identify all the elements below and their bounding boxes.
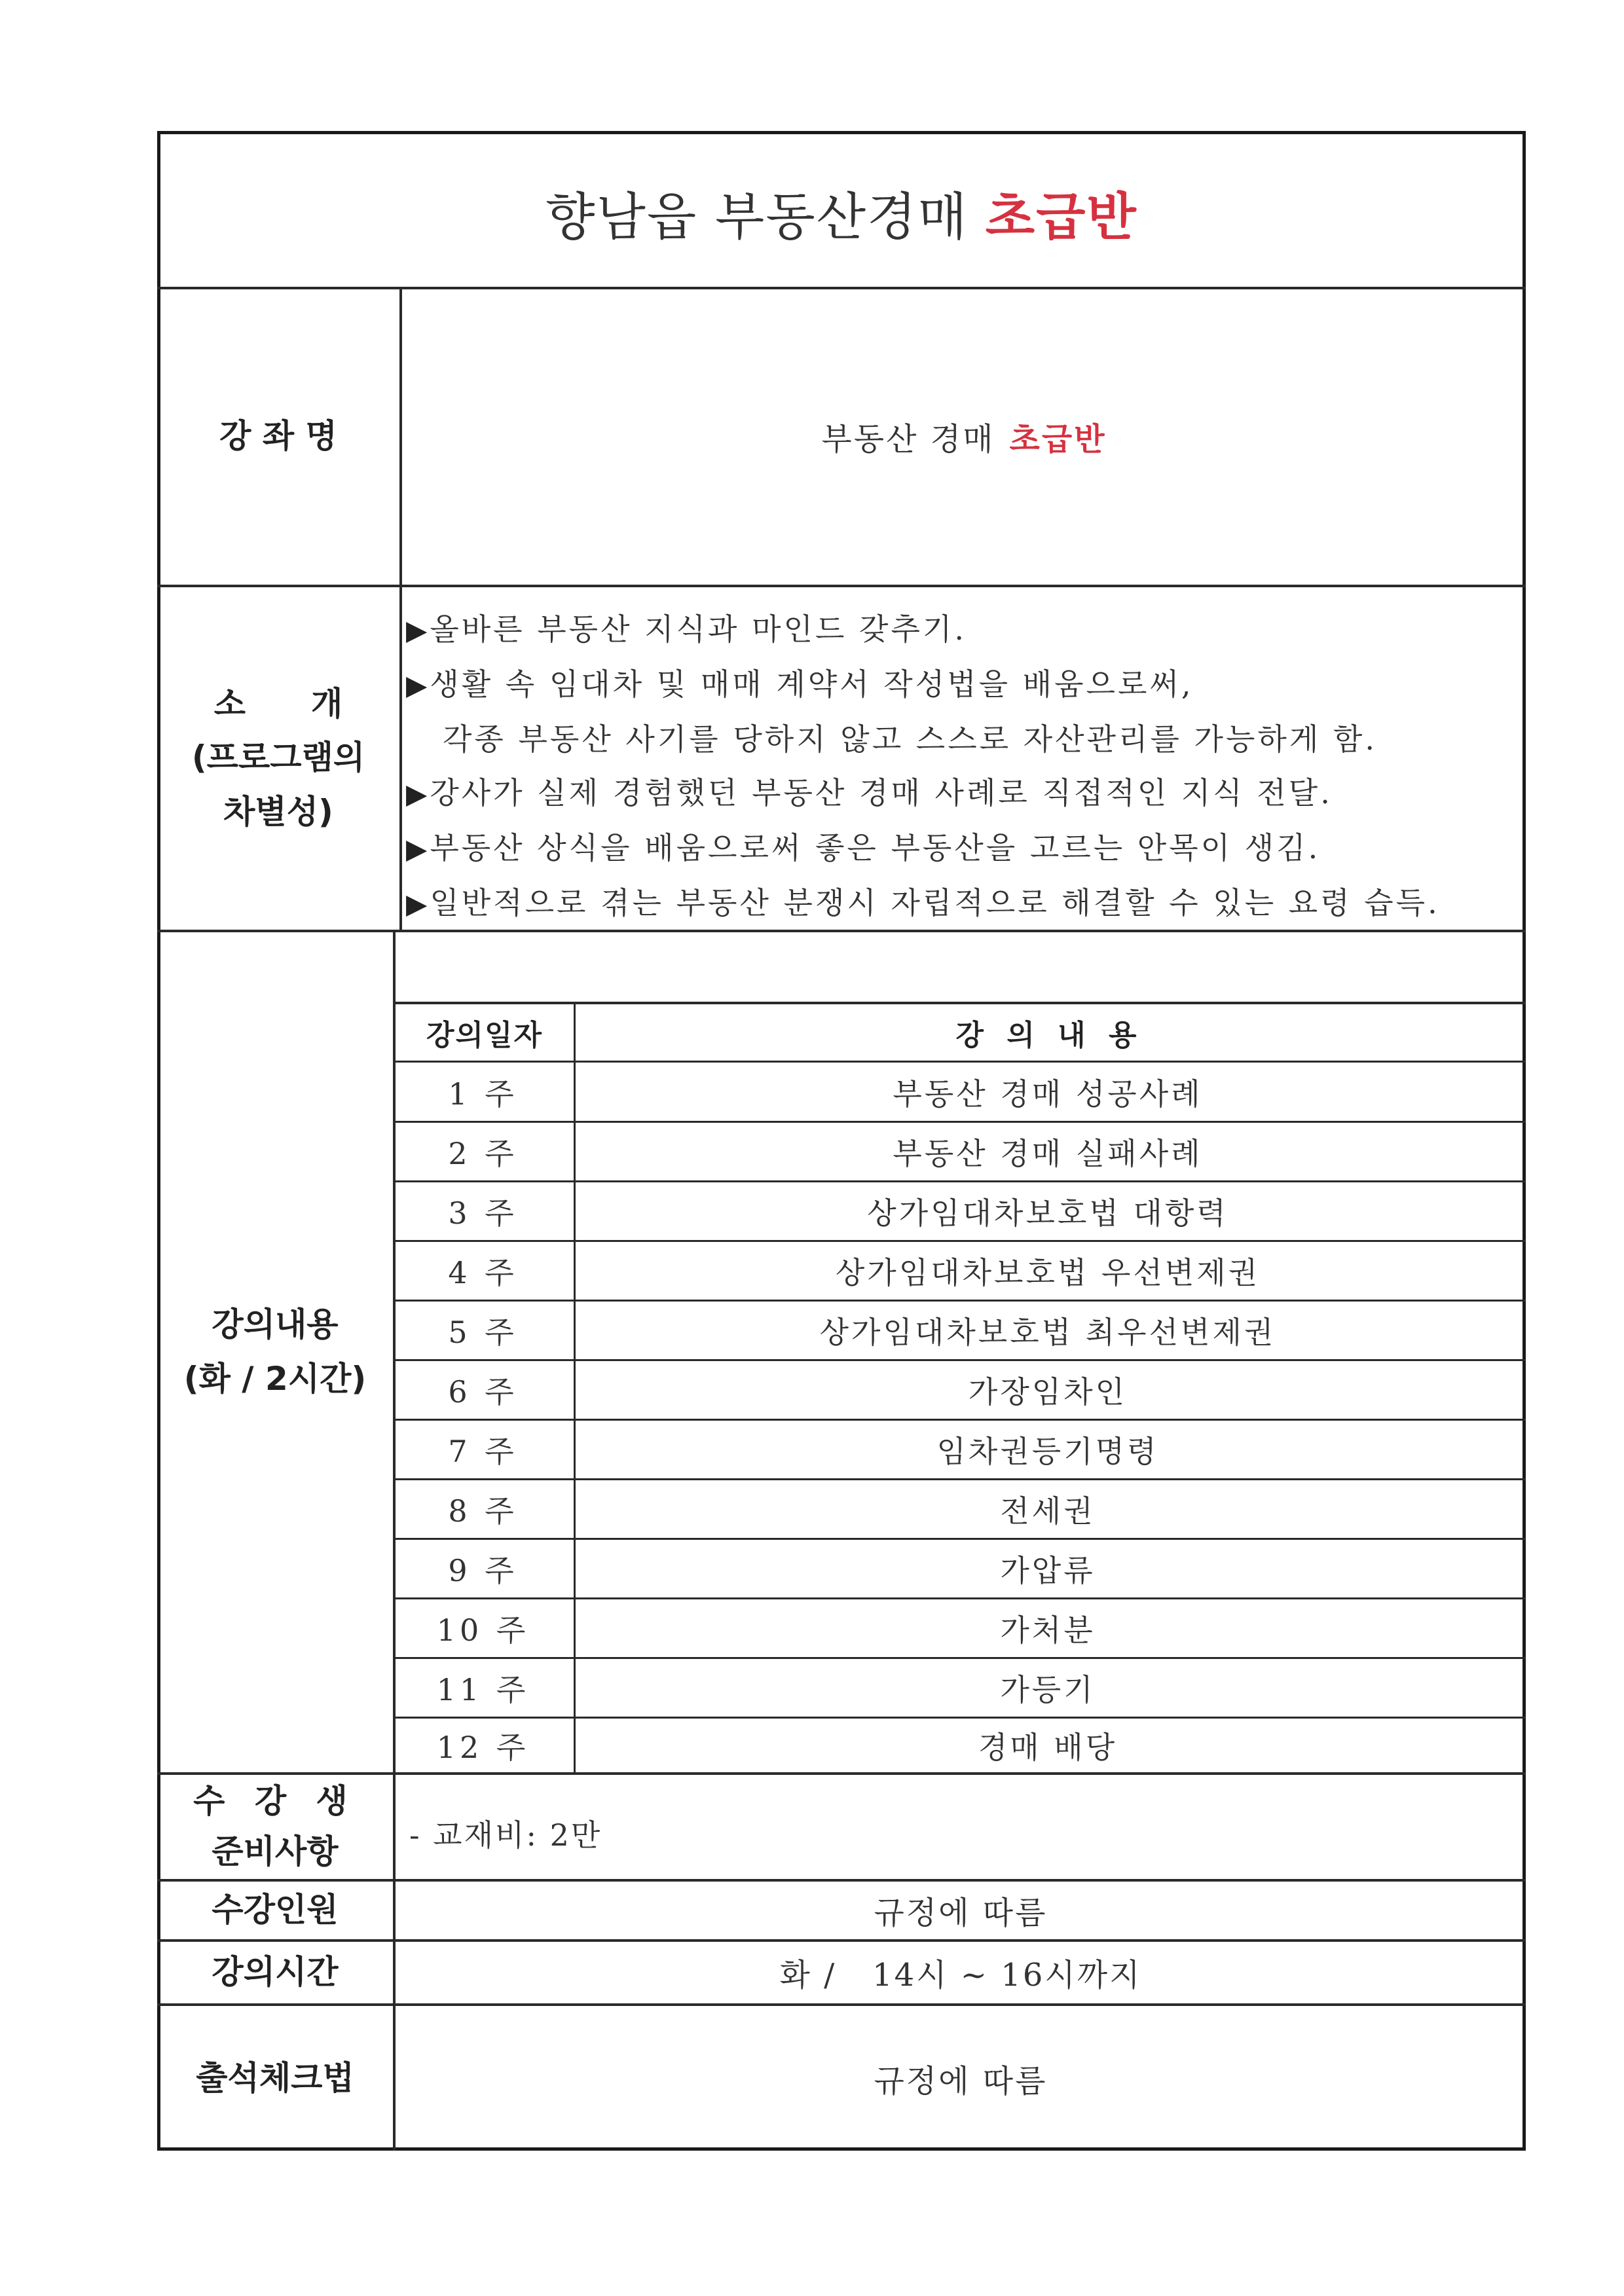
list-item xyxy=(406,602,1526,657)
list-item xyxy=(406,876,1526,931)
schedule-week: 12 주 xyxy=(436,1730,530,1765)
schedule-week: 1 주 xyxy=(448,1076,518,1112)
label-text: 강 좌 명 xyxy=(219,417,337,456)
schedule-topic: 상가임대차보호법 대항력 xyxy=(867,1195,1228,1231)
schedule-topic: 부동산 경매 실패사례 xyxy=(893,1136,1203,1171)
label-text: 강의시간 xyxy=(212,1953,339,1992)
label-text: (프로그램의 xyxy=(191,738,365,777)
label-text: (화 / 2시간) xyxy=(183,1359,367,1398)
schedule-topic: 가장임차인 xyxy=(968,1374,1128,1410)
schedule-week: 10 주 xyxy=(436,1613,530,1648)
label-time xyxy=(157,1941,393,2003)
label-capacity xyxy=(157,1881,393,1939)
list-item-text: 생활 속 임대차 및 매매 계약서 작성법을 배움으로써, xyxy=(430,666,1194,702)
schedule-week: 3 주 xyxy=(448,1195,518,1231)
schedule-topic: 가처분 xyxy=(1000,1613,1096,1648)
label-text: 수 강 생 xyxy=(193,1781,357,1820)
label-text: 수강인원 xyxy=(212,1891,339,1929)
title-accent: 초급반 xyxy=(985,187,1137,247)
schedule-week: 7 주 xyxy=(448,1434,518,1469)
schedule-topic: 상가임대차보호법 우선변제권 xyxy=(835,1255,1261,1290)
list-item xyxy=(406,766,1526,821)
label-intro xyxy=(157,586,399,930)
schedule-topic: 부동산 경매 성공사례 xyxy=(893,1076,1203,1112)
label-text: 출석체크법 xyxy=(196,2058,354,2097)
time-value: 화 / 14시 ~ 16시까지 xyxy=(779,1957,1142,1994)
bullet-icon: ▶ xyxy=(406,669,430,701)
label-text: 차별성) xyxy=(223,792,333,831)
course-name-main: 부동산 경매 xyxy=(821,421,995,458)
label-course-name xyxy=(157,288,399,585)
list-item-text: 각종 부동산 사기를 당하지 않고 스스로 자산관리를 가능하게 함. xyxy=(443,721,1377,757)
bullet-icon: ▶ xyxy=(406,888,430,920)
schedule-topic: 경매 배당 xyxy=(978,1730,1118,1765)
course-name-value xyxy=(402,288,1526,585)
schedule-week: 11 주 xyxy=(436,1672,530,1707)
list-item xyxy=(406,821,1526,876)
page-title xyxy=(157,137,1526,288)
list-item-text: 강사가 실제 경험했던 부동산 경매 사례로 직접적인 지식 전달. xyxy=(430,775,1333,811)
bullet-icon: ▶ xyxy=(406,614,430,646)
label-text: 소 개 xyxy=(213,684,343,723)
preparation-value: - 교재비: 2만 xyxy=(409,1817,602,1853)
column-divider xyxy=(399,585,402,930)
schedule-topic: 전세권 xyxy=(1000,1493,1096,1529)
schedule-topic: 임차권등기명령 xyxy=(936,1434,1159,1469)
schedule-week: 6 주 xyxy=(448,1374,518,1410)
course-name-accent: 초급반 xyxy=(1009,421,1107,458)
label-attendance xyxy=(157,2005,393,2151)
bullet-icon: ▶ xyxy=(406,778,430,810)
label-lecture-content xyxy=(157,931,393,1772)
list-item-text: 올바른 부동산 지식과 마인드 갖추기. xyxy=(430,611,967,647)
schedule-topic: 가압류 xyxy=(1000,1553,1096,1588)
title-main: 향남읍 부동산경매 xyxy=(545,188,969,247)
schedule-topic: 가등기 xyxy=(1000,1672,1096,1707)
list-item xyxy=(406,657,1526,712)
column-divider xyxy=(574,1002,576,1772)
label-preparation xyxy=(157,1774,393,1879)
list-item-text: 부동산 상식을 배움으로써 좋은 부동산을 고르는 안목이 생김. xyxy=(430,830,1321,866)
attendance-value: 규정에 따름 xyxy=(874,2062,1048,2100)
schedule-week: 4 주 xyxy=(448,1255,518,1290)
label-text: 강의내용 xyxy=(212,1305,339,1343)
list-item-text: 일반적으로 겪는 부동산 분쟁시 자립적으로 해결할 수 있는 요령 습득. xyxy=(430,885,1440,920)
schedule-week: 8 주 xyxy=(448,1493,518,1529)
schedule-topic: 상가임대차보호법 최우선변제권 xyxy=(819,1315,1276,1350)
schedule-header-content: 강 의 내 용 xyxy=(955,1019,1143,1052)
schedule-week: 2 주 xyxy=(448,1136,518,1171)
intro-list xyxy=(406,602,1526,931)
schedule-week: 5 주 xyxy=(448,1315,518,1350)
label-text: 준비사항 xyxy=(212,1832,339,1870)
capacity-value: 규정에 따름 xyxy=(874,1895,1048,1931)
schedule-week: 9 주 xyxy=(448,1553,518,1588)
schedule-header-date: 강의일자 xyxy=(426,1019,543,1052)
bullet-icon: ▶ xyxy=(406,833,430,865)
list-item xyxy=(406,712,1526,766)
